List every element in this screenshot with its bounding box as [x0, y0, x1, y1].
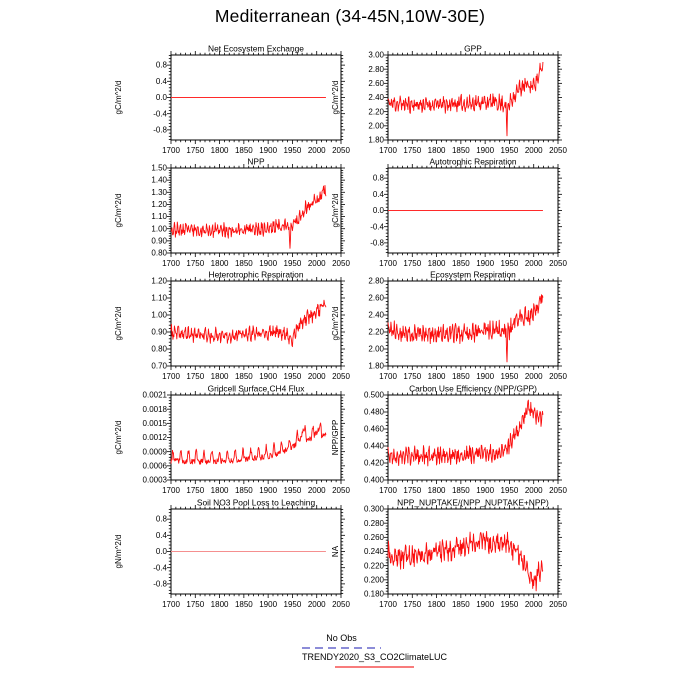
axis-ticks	[167, 164, 345, 257]
x-tick-label: 1700	[162, 486, 180, 495]
y-tick-label: 2.80	[368, 276, 384, 286]
x-tick-label: 1700	[379, 372, 397, 381]
y-tick-label: 1.80	[368, 135, 384, 145]
x-tick-label: 1750	[403, 600, 422, 609]
data-line	[171, 185, 326, 248]
x-tick-label: 2050	[332, 486, 350, 495]
x-tick-label: 2000	[307, 372, 326, 381]
x-tick-label: 1950	[500, 146, 519, 155]
x-tick-label: 1750	[403, 146, 422, 155]
x-tick-label: 1950	[283, 486, 302, 495]
x-tick-label: 2000	[307, 486, 326, 495]
y-tick-label: 2.60	[368, 78, 384, 88]
y-tick-label: 0.460	[363, 424, 384, 434]
y-tick-label: 1.50	[151, 163, 167, 173]
y-tick-label: 1.10	[151, 212, 167, 222]
x-tick-label: 2000	[524, 600, 543, 609]
y-tick-label: 0.480	[363, 407, 384, 417]
y-axis-title: gC/m^2/d	[114, 420, 123, 455]
x-tick-label: 1850	[451, 600, 470, 609]
plot-box	[171, 395, 341, 480]
x-tick-label: 1950	[283, 600, 302, 609]
axis-ticks	[384, 391, 562, 484]
x-tick-label: 1700	[162, 600, 180, 609]
x-tick-label: 1850	[451, 146, 470, 155]
y-tick-label: 0.0009	[142, 447, 167, 457]
legend-item-no-obs	[302, 633, 381, 649]
x-tick-label: 1750	[403, 486, 422, 495]
subplot-soil-no3-pool-loss-to-leaching	[111, 495, 357, 617]
x-tick-label: 2050	[332, 372, 350, 381]
y-axis-title: NA	[331, 545, 340, 558]
legend-no-obs-dashed-line	[302, 647, 381, 649]
x-tick-label: 1900	[259, 600, 278, 609]
y-axis-title: gC/m^2/d	[114, 193, 123, 228]
y-tick-label: 0.0018	[142, 404, 167, 414]
x-tick-label: 1950	[500, 259, 519, 268]
x-tick-label: 2000	[524, 372, 543, 381]
y-tick-label: 0.90	[151, 327, 167, 337]
x-tick-label: 1800	[427, 259, 446, 268]
x-tick-label: 2000	[307, 259, 326, 268]
data-line	[171, 423, 326, 464]
plot-box	[171, 281, 341, 366]
y-tick-label: 0.300	[363, 504, 384, 514]
x-tick-label: 1950	[500, 372, 519, 381]
x-tick-label: 1800	[210, 146, 229, 155]
y-axis-title: gC/m^2/d	[331, 80, 340, 115]
data-line	[388, 295, 543, 362]
y-tick-label: 0.0006	[142, 461, 167, 471]
subplot-title: Carbon Use Efficiency (NPP/GPP)	[409, 383, 537, 394]
x-tick-label: 1850	[234, 372, 253, 381]
x-tick-label: 1950	[500, 486, 519, 495]
y-tick-label: 0.440	[363, 441, 384, 451]
x-tick-label: 1750	[186, 600, 205, 609]
subplot-ecosystem-respiration	[328, 267, 574, 389]
x-tick-label: 1750	[403, 372, 422, 381]
page-title: Mediterranean (34-45N,10W-30E)	[214, 6, 486, 26]
x-tick-label: 1700	[162, 146, 180, 155]
y-tick-label: 0.80	[151, 344, 167, 354]
x-tick-label: 2000	[524, 259, 543, 268]
y-tick-label: 1.40	[151, 175, 167, 185]
y-tick-label: 2.40	[368, 93, 384, 103]
y-tick-label: 0.180	[363, 589, 384, 599]
subplot-title: GPP	[464, 43, 482, 54]
y-axis-title: gC/m^2/d	[331, 193, 340, 228]
subplot-title: Gridcell Surface CH4 Flux	[207, 383, 305, 394]
y-axis-title: NPP/GPP	[331, 419, 340, 456]
y-tick-label: 1.30	[151, 187, 167, 197]
y-tick-label: 1.10	[151, 293, 167, 303]
y-tick-label: 0.80	[151, 248, 167, 258]
subplot-title: Ecosystem Respiration	[430, 269, 516, 280]
y-tick-label: 3.00	[368, 50, 384, 60]
y-tick-label: 2.20	[368, 327, 384, 337]
x-tick-label: 1950	[283, 146, 302, 155]
y-tick-label: 0.420	[363, 458, 384, 468]
subplot-title: NPP_NUPTAKE/(NPP_NUPTAKE+NPP)	[397, 497, 549, 508]
x-tick-label: 1900	[259, 486, 278, 495]
x-tick-label: 1850	[234, 146, 253, 155]
x-tick-label: 2000	[307, 146, 326, 155]
y-axis-title: gN/m^2/d	[114, 534, 123, 569]
plot-box	[388, 395, 558, 480]
y-tick-label: 1.20	[151, 200, 167, 210]
subplot-net-ecosystem-exchange	[111, 41, 357, 163]
x-tick-label: 1750	[186, 259, 205, 268]
x-tick-label: 2000	[524, 146, 543, 155]
x-tick-label: 1900	[259, 372, 278, 381]
x-tick-label: 1750	[186, 372, 205, 381]
subplot-title: Net Ecosystem Exchange	[208, 43, 304, 54]
y-tick-label: 0.260	[363, 532, 384, 542]
x-tick-label: 1700	[379, 146, 397, 155]
y-tick-label: 0.0	[155, 93, 167, 103]
axis-ticks	[167, 277, 345, 370]
x-tick-label: 1900	[259, 146, 278, 155]
legend-series-label: TRENDY2020_S3_CO2ClimateLUC	[302, 652, 448, 662]
x-tick-label: 1950	[283, 259, 302, 268]
y-tick-label: 2.40	[368, 310, 384, 320]
y-tick-label: 0.8	[155, 514, 167, 524]
legend	[96, 633, 696, 668]
x-tick-label: 2050	[549, 486, 567, 495]
y-tick-label: 2.00	[368, 121, 384, 131]
subplot-title: NPP	[247, 156, 265, 167]
y-tick-label: 0.8	[155, 60, 167, 70]
axis-ticks	[167, 391, 345, 484]
x-tick-label: 1750	[403, 259, 422, 268]
x-tick-label: 1800	[210, 600, 229, 609]
y-tick-label: 2.00	[368, 344, 384, 354]
subplot-title: Autotrophic Respiration	[429, 156, 517, 167]
y-tick-label: 0.70	[151, 361, 167, 371]
data-line	[388, 531, 543, 590]
y-tick-label: 0.0	[155, 547, 167, 557]
x-tick-label: 2050	[332, 600, 350, 609]
plot-box	[171, 168, 341, 253]
subplot-gridcell-surface-ch4-flux	[111, 381, 357, 503]
x-tick-label: 2000	[307, 600, 326, 609]
legend-no-obs-label: No Obs	[326, 633, 357, 643]
y-tick-label: 0.280	[363, 518, 384, 528]
y-tick-label: 0.0012	[142, 433, 167, 443]
x-tick-label: 1750	[186, 146, 205, 155]
y-tick-label: 0.200	[363, 575, 384, 585]
y-tick-label: 0.8	[372, 173, 384, 183]
y-tick-label: -0.8	[153, 579, 167, 589]
x-tick-label: 2050	[332, 259, 350, 268]
y-tick-label: 0.90	[151, 236, 167, 246]
x-tick-label: 2000	[524, 486, 543, 495]
subplot-title: Soil NO3 Pool Loss to Leaching	[196, 497, 316, 508]
y-tick-label: -0.4	[153, 563, 167, 573]
y-tick-label: 0.400	[363, 475, 384, 485]
y-axis-title: gC/m^2/d	[114, 80, 123, 115]
legend-item-series	[302, 652, 447, 668]
x-tick-label: 1850	[451, 372, 470, 381]
x-tick-label: 1700	[162, 372, 180, 381]
x-tick-label: 2050	[549, 372, 567, 381]
x-tick-label: 1800	[210, 259, 229, 268]
x-tick-label: 1900	[476, 486, 495, 495]
y-tick-label: 1.20	[151, 276, 167, 286]
x-tick-label: 1800	[427, 486, 446, 495]
subplot-title: Heterotrophic Respiration	[208, 269, 304, 280]
x-tick-label: 1900	[259, 259, 278, 268]
x-tick-label: 1950	[283, 372, 302, 381]
x-tick-label: 1700	[162, 259, 180, 268]
y-tick-label: 1.00	[151, 224, 167, 234]
y-tick-label: 0.500	[363, 390, 384, 400]
y-tick-label: 2.80	[368, 64, 384, 74]
y-tick-label: 0.0	[372, 206, 384, 216]
x-tick-label: 2050	[549, 600, 567, 609]
x-tick-label: 1850	[234, 486, 253, 495]
subplot-carbon-use-efficiency	[328, 381, 574, 503]
y-tick-label: 0.220	[363, 561, 384, 571]
x-tick-label: 1900	[476, 600, 495, 609]
data-line	[388, 62, 543, 136]
y-tick-label: 1.00	[151, 310, 167, 320]
x-tick-label: 1700	[379, 259, 397, 268]
x-tick-label: 1900	[476, 372, 495, 381]
y-tick-label: 0.4	[372, 189, 384, 199]
x-tick-label: 1850	[451, 486, 470, 495]
subplot-gpp	[328, 41, 574, 163]
x-tick-label: 1850	[234, 600, 253, 609]
x-tick-label: 1850	[234, 259, 253, 268]
axis-ticks	[384, 505, 562, 598]
y-tick-label: 0.0015	[142, 418, 167, 428]
y-tick-label: -0.4	[370, 222, 384, 232]
y-tick-label: -0.8	[153, 125, 167, 135]
y-axis-title: gC/m^2/d	[114, 306, 123, 341]
y-tick-label: 2.60	[368, 293, 384, 303]
x-tick-label: 2050	[549, 146, 567, 155]
y-tick-label: 0.0021	[142, 390, 167, 400]
x-tick-label: 1800	[427, 146, 446, 155]
y-tick-label: 0.4	[155, 76, 167, 86]
x-tick-label: 1800	[210, 486, 229, 495]
y-tick-label: 2.20	[368, 107, 384, 117]
x-tick-label: 1900	[476, 146, 495, 155]
y-axis-title: gC/m^2/d	[331, 306, 340, 341]
x-tick-label: 1750	[186, 486, 205, 495]
subplot-heterotrophic-respiration	[111, 267, 357, 389]
subplot-autotrophic-respiration	[328, 154, 574, 276]
subplot-npp	[111, 154, 357, 276]
y-tick-label: 1.80	[368, 361, 384, 371]
x-tick-label: 1700	[379, 486, 397, 495]
x-tick-label: 1950	[500, 600, 519, 609]
data-line	[388, 400, 543, 466]
subplot-npp-nuptake-fraction	[328, 495, 574, 617]
x-tick-label: 1800	[427, 600, 446, 609]
y-tick-label: 0.4	[155, 530, 167, 540]
data-line	[171, 300, 326, 346]
y-tick-label: 0.240	[363, 547, 384, 557]
legend-series-line	[335, 666, 414, 668]
x-tick-label: 1850	[451, 259, 470, 268]
x-tick-label: 1700	[379, 600, 397, 609]
y-tick-label: -0.4	[153, 109, 167, 119]
x-tick-label: 1900	[476, 259, 495, 268]
x-tick-label: 2050	[549, 259, 567, 268]
x-tick-label: 1800	[210, 372, 229, 381]
x-tick-label: 2050	[332, 146, 350, 155]
x-tick-label: 1800	[427, 372, 446, 381]
y-tick-label: -0.8	[370, 238, 384, 248]
y-tick-label: 0.0003	[142, 475, 167, 485]
